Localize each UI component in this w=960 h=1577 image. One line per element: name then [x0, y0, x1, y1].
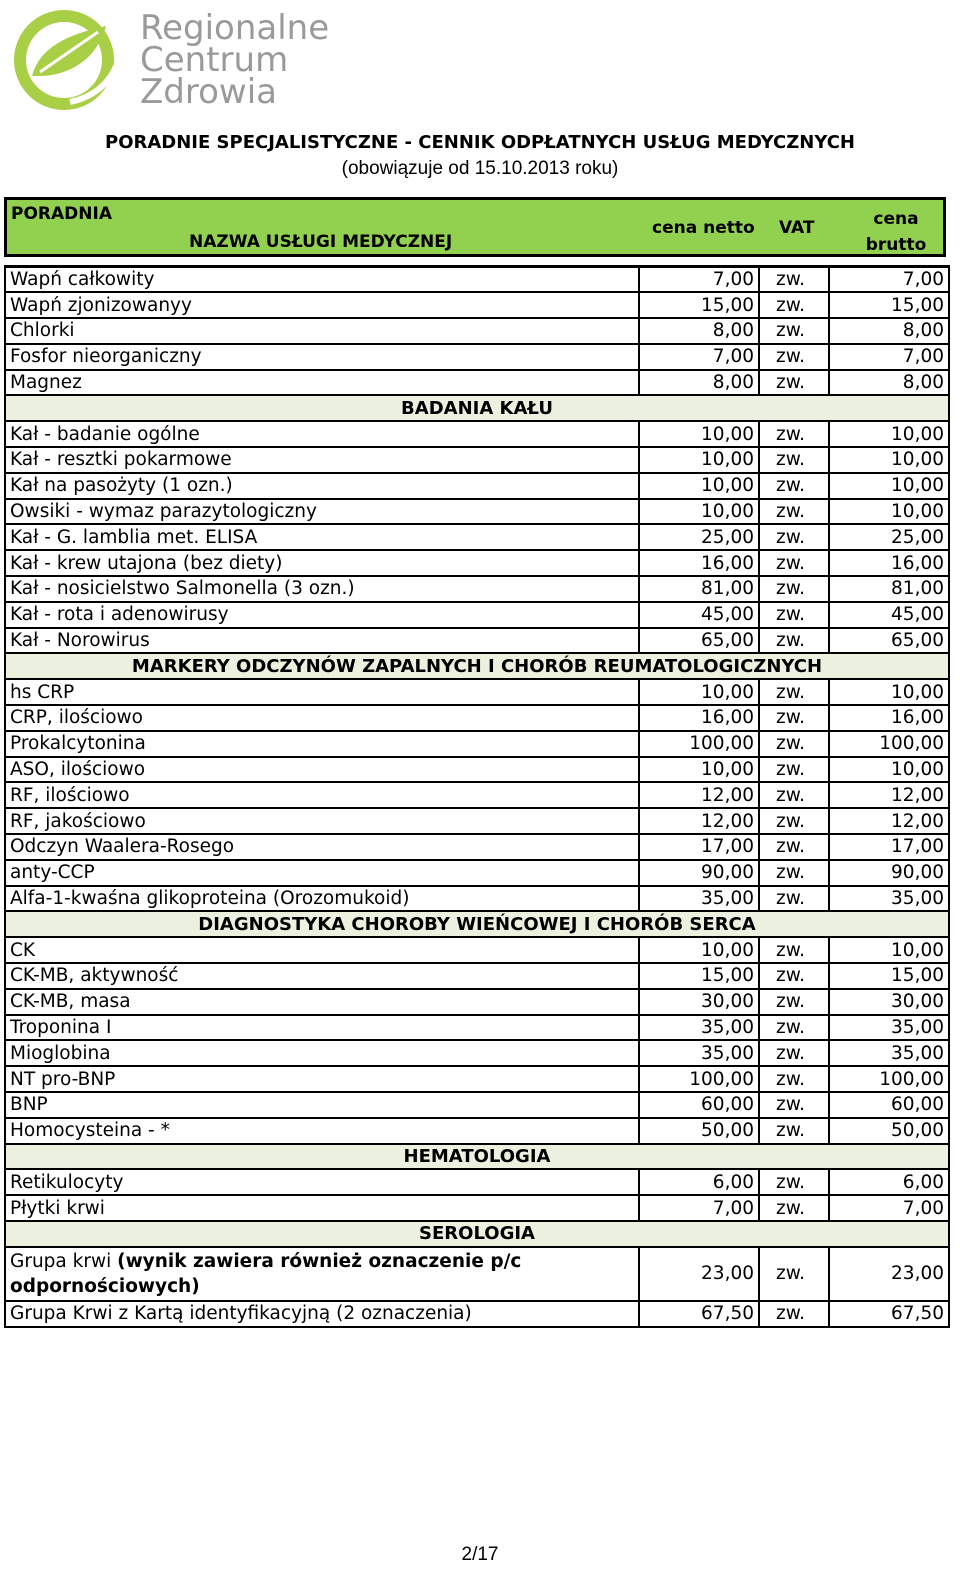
vat-cell: zw. — [759, 1301, 829, 1327]
service-name: anty-CCP — [10, 862, 95, 884]
service-name-cell — [5, 1118, 639, 1144]
gross-price-cell: 10,00 — [829, 473, 949, 499]
vat-cell: zw. — [759, 1195, 829, 1221]
service-name-cell — [5, 524, 639, 550]
service-name-cell — [5, 267, 639, 293]
service-name: Troponina I — [10, 1017, 112, 1038]
section-header-row — [5, 1221, 949, 1247]
gross-price-cell: 90,00 — [829, 860, 949, 886]
price-table — [4, 265, 950, 1328]
vat-cell: zw. — [759, 602, 829, 628]
table-row — [5, 370, 949, 396]
net-price-cell: 65,00 — [639, 628, 759, 654]
vat-cell: zw. — [759, 1247, 829, 1301]
net-price-cell: 100,00 — [639, 1066, 759, 1092]
service-name: CK-MB, masa — [10, 991, 131, 1013]
net-price-cell: 12,00 — [639, 782, 759, 808]
net-price-cell: 10,00 — [639, 421, 759, 447]
table-row — [5, 628, 949, 654]
table-row — [5, 1247, 949, 1301]
service-name: Homocysteina - * — [10, 1120, 170, 1142]
gross-price-cell: 7,00 — [829, 344, 949, 370]
service-note: (wynik zawiera również oznaczenie p/c odpornościowych) — [10, 1250, 522, 1297]
section-header-row — [5, 395, 949, 421]
table-row — [5, 834, 949, 860]
service-name: Kał - Norowirus — [10, 630, 150, 652]
table-row — [5, 267, 949, 293]
service-name-cell — [5, 731, 639, 757]
gross-price-cell: 10,00 — [829, 679, 949, 705]
vat-cell: zw. — [759, 757, 829, 783]
net-price-cell: 17,00 — [639, 834, 759, 860]
gross-price-cell: 35,00 — [829, 1015, 949, 1041]
gross-price-cell: 45,00 — [829, 602, 949, 628]
section-title: DIAGNOSTYKA CHOROBY WIEŃCOWEJ I CHORÓB SERCA — [5, 911, 949, 937]
service-name-cell — [5, 757, 639, 783]
gross-price-cell: 15,00 — [829, 292, 949, 318]
service-name: Magnez — [10, 372, 82, 394]
net-price-cell: 15,00 — [639, 292, 759, 318]
vat-cell: zw. — [759, 834, 829, 860]
service-name-cell — [5, 370, 639, 396]
vat-cell: zw. — [759, 705, 829, 731]
table-row — [5, 808, 949, 834]
net-price-cell: 10,00 — [639, 937, 759, 963]
table-row — [5, 292, 949, 318]
service-name-cell — [5, 1040, 639, 1066]
gross-price-cell: 81,00 — [829, 576, 949, 602]
service-name-cell — [5, 550, 639, 576]
header-service-name: NAZWA USŁUGI MEDYCZNEJ — [189, 232, 453, 252]
service-name: BNP — [10, 1094, 48, 1116]
table-row — [5, 757, 949, 783]
vat-cell: zw. — [759, 731, 829, 757]
gross-price-cell: 35,00 — [829, 1040, 949, 1066]
vat-cell: zw. — [759, 886, 829, 912]
net-price-cell: 35,00 — [639, 1015, 759, 1041]
section-title: BADANIA KAŁU — [5, 395, 949, 421]
vat-cell: zw. — [759, 267, 829, 293]
service-name-cell — [5, 1092, 639, 1118]
service-name-cell — [5, 989, 639, 1015]
logo-line-3: Zdrowia — [140, 72, 277, 112]
service-name: Chlorki — [10, 320, 75, 342]
page-number: 2/17 — [461, 1544, 499, 1565]
gross-price-cell: 8,00 — [829, 370, 949, 396]
vat-cell: zw. — [759, 524, 829, 550]
net-price-cell: 10,00 — [639, 679, 759, 705]
table-row — [5, 731, 949, 757]
table-row — [5, 1066, 949, 1092]
service-name: NT pro-BNP — [10, 1068, 116, 1090]
gross-price-cell: 7,00 — [829, 267, 949, 293]
service-name: Mioglobina — [10, 1042, 111, 1064]
gross-price-cell: 10,00 — [829, 421, 949, 447]
service-name: ASO, ilościowo — [10, 759, 146, 781]
gross-price-cell: 100,00 — [829, 1066, 949, 1092]
net-price-cell: 50,00 — [639, 1118, 759, 1144]
service-name: Kał - rota i adenowirusy — [10, 604, 229, 626]
vat-cell: zw. — [759, 860, 829, 886]
service-name-cell — [5, 886, 639, 912]
gross-price-cell: 12,00 — [829, 808, 949, 834]
table-row — [5, 602, 949, 628]
vat-cell: zw. — [759, 782, 829, 808]
section-title: HEMATOLOGIA — [5, 1144, 949, 1170]
table-row — [5, 318, 949, 344]
gross-price-cell: 50,00 — [829, 1118, 949, 1144]
net-price-cell: 35,00 — [639, 1040, 759, 1066]
gross-price-cell: 16,00 — [829, 550, 949, 576]
gross-price-cell: 100,00 — [829, 731, 949, 757]
table-row — [5, 473, 949, 499]
net-price-cell: 35,00 — [639, 886, 759, 912]
net-price-cell: 6,00 — [639, 1169, 759, 1195]
net-price-cell: 8,00 — [639, 370, 759, 396]
service-name-cell — [5, 705, 639, 731]
gross-price-cell: 35,00 — [829, 886, 949, 912]
service-name-cell — [5, 860, 639, 886]
table-row — [5, 963, 949, 989]
table-row — [5, 421, 949, 447]
service-name-cell — [5, 782, 639, 808]
service-name: Grupa Krwi z Kartą identyfikacyjną (2 oznaczenia) — [10, 1303, 472, 1325]
service-name: Płytki krwi — [10, 1197, 105, 1219]
vat-cell: zw. — [759, 1015, 829, 1041]
gross-price-cell: 10,00 — [829, 447, 949, 473]
net-price-cell: 7,00 — [639, 267, 759, 293]
net-price-cell: 7,00 — [639, 1195, 759, 1221]
service-name: Kał - resztki pokarmowe — [10, 449, 232, 471]
table-row — [5, 1092, 949, 1118]
service-name: CK — [10, 939, 36, 961]
document-title: PORADNIE SPECJALISTYCZNE - CENNIK ODPŁATNYCH USŁUG MEDYCZNYCH — [105, 132, 855, 153]
section-header-row — [5, 653, 949, 679]
table-row — [5, 937, 949, 963]
table-row — [5, 679, 949, 705]
vat-cell: zw. — [759, 679, 829, 705]
table-row — [5, 499, 949, 525]
service-name-cell — [5, 447, 639, 473]
document-subtitle: (obowiązuje od 15.10.2013 roku) — [341, 158, 619, 179]
table-row — [5, 860, 949, 886]
service-name: Retikulocyty — [10, 1171, 124, 1193]
service-name-cell — [5, 679, 639, 705]
vat-cell: zw. — [759, 1118, 829, 1144]
header-vat: VAT — [779, 218, 815, 238]
net-price-cell: 67,50 — [639, 1301, 759, 1327]
service-name-cell — [5, 499, 639, 525]
leaf-logo-icon — [10, 6, 122, 110]
vat-cell: zw. — [759, 963, 829, 989]
vat-cell: zw. — [759, 550, 829, 576]
service-name: Owsiki - wymaz parazytologiczny — [10, 501, 317, 523]
vat-cell: zw. — [759, 1092, 829, 1118]
gross-price-cell: 12,00 — [829, 782, 949, 808]
table-row — [5, 1118, 949, 1144]
net-price-cell: 30,00 — [639, 989, 759, 1015]
section-header-row — [5, 911, 949, 937]
header-poradnia: PORADNIA — [11, 204, 112, 224]
service-name-cell — [5, 1169, 639, 1195]
gross-price-cell: 16,00 — [829, 705, 949, 731]
service-name-cell — [5, 421, 639, 447]
table-row — [5, 344, 949, 370]
logo-line-2: Centrum — [140, 40, 289, 80]
service-name-cell — [5, 344, 639, 370]
service-name: Fosfor nieorganiczny — [10, 346, 202, 368]
service-name: Wapń zjonizowanyy — [10, 294, 192, 316]
service-name-cell — [5, 1247, 639, 1301]
table-header — [4, 197, 946, 257]
gross-price-cell: 6,00 — [829, 1169, 949, 1195]
service-name: hs CRP — [10, 681, 75, 703]
table-row — [5, 524, 949, 550]
vat-cell: zw. — [759, 576, 829, 602]
vat-cell: zw. — [759, 421, 829, 447]
net-price-cell: 60,00 — [639, 1092, 759, 1118]
net-price-cell: 7,00 — [639, 344, 759, 370]
table-row — [5, 1040, 949, 1066]
vat-cell: zw. — [759, 344, 829, 370]
service-name: Kał na pasożyty (1 ozn.) — [10, 475, 233, 497]
net-price-cell: 10,00 — [639, 473, 759, 499]
service-name-cell — [5, 473, 639, 499]
net-price-cell: 15,00 — [639, 963, 759, 989]
table-row — [5, 1169, 949, 1195]
gross-price-cell: 10,00 — [829, 757, 949, 783]
gross-price-cell: 15,00 — [829, 963, 949, 989]
service-name-cell — [5, 1301, 639, 1327]
section-header-row — [5, 1144, 949, 1170]
gross-price-cell: 30,00 — [829, 989, 949, 1015]
service-name: CK-MB, aktywność — [10, 965, 179, 987]
service-name: Wapń całkowity — [10, 269, 155, 291]
section-title: SEROLOGIA — [5, 1221, 949, 1247]
table-row — [5, 989, 949, 1015]
service-name-cell — [5, 1015, 639, 1041]
header-gross-price: cena brutto — [865, 209, 927, 255]
vat-cell: zw. — [759, 937, 829, 963]
vat-cell: zw. — [759, 1066, 829, 1092]
section-title: MARKERY ODCZYNÓW ZAPALNYCH I CHORÓB REUMATOLOGICZNYCH — [5, 653, 949, 679]
vat-cell: zw. — [759, 370, 829, 396]
table-row — [5, 782, 949, 808]
net-price-cell: 23,00 — [639, 1247, 759, 1301]
net-price-cell: 16,00 — [639, 550, 759, 576]
vat-cell: zw. — [759, 499, 829, 525]
vat-cell: zw. — [759, 292, 829, 318]
vat-cell: zw. — [759, 447, 829, 473]
table-row — [5, 1301, 949, 1327]
service-name-cell — [5, 628, 639, 654]
vat-cell: zw. — [759, 1040, 829, 1066]
service-name-cell — [5, 602, 639, 628]
service-name-cell — [5, 834, 639, 860]
gross-price-cell: 25,00 — [829, 524, 949, 550]
service-name-cell — [5, 808, 639, 834]
service-name: Odczyn Waalera-Rosego — [10, 836, 235, 858]
gross-price-cell: 10,00 — [829, 937, 949, 963]
service-name-cell — [5, 576, 639, 602]
table-row — [5, 550, 949, 576]
service-name-cell — [5, 1195, 639, 1221]
net-price-cell: 16,00 — [639, 705, 759, 731]
net-price-cell: 8,00 — [639, 318, 759, 344]
service-name: RF, jakościowo — [10, 810, 146, 832]
service-name: Kał - nosicielstwo Salmonella (3 ozn.) — [10, 578, 355, 600]
service-name-cell — [5, 1066, 639, 1092]
net-price-cell: 25,00 — [639, 524, 759, 550]
table-row — [5, 705, 949, 731]
net-price-cell: 81,00 — [639, 576, 759, 602]
table-row — [5, 576, 949, 602]
service-name: Kał - G. lamblia met. ELISA — [10, 526, 258, 548]
gross-price-cell: 67,50 — [829, 1301, 949, 1327]
service-name: CRP, ilościowo — [10, 707, 144, 729]
gross-price-cell: 10,00 — [829, 499, 949, 525]
table-row — [5, 1015, 949, 1041]
service-name: Prokalcytonina — [10, 733, 146, 755]
service-name: Kał - badanie ogólne — [10, 423, 200, 445]
header-net-price: cena netto — [652, 218, 755, 238]
service-name: Grupa krwi — [10, 1250, 112, 1272]
net-price-cell: 10,00 — [639, 499, 759, 525]
logo — [10, 6, 340, 116]
service-name-cell — [5, 318, 639, 344]
gross-price-cell: 7,00 — [829, 1195, 949, 1221]
price-table-body — [5, 267, 949, 1327]
vat-cell: zw. — [759, 1169, 829, 1195]
gross-price-cell: 17,00 — [829, 834, 949, 860]
net-price-cell: 10,00 — [639, 447, 759, 473]
net-price-cell: 10,00 — [639, 757, 759, 783]
service-name: Alfa-1-kwaśna glikoproteina (Orozomukoid) — [10, 888, 410, 910]
table-row — [5, 886, 949, 912]
net-price-cell: 90,00 — [639, 860, 759, 886]
net-price-cell: 12,00 — [639, 808, 759, 834]
vat-cell: zw. — [759, 628, 829, 654]
net-price-cell: 45,00 — [639, 602, 759, 628]
vat-cell: zw. — [759, 318, 829, 344]
service-name: RF, ilościowo — [10, 784, 130, 806]
service-name-cell — [5, 937, 639, 963]
table-row — [5, 1195, 949, 1221]
logo-wordmark — [140, 8, 330, 112]
vat-cell: zw. — [759, 473, 829, 499]
gross-price-cell: 23,00 — [829, 1247, 949, 1301]
service-name-cell — [5, 963, 639, 989]
service-name-cell — [5, 292, 639, 318]
table-row — [5, 447, 949, 473]
vat-cell: zw. — [759, 989, 829, 1015]
logo-line-1: Regionalne — [140, 8, 330, 48]
service-name: Kał - krew utajona (bez diety) — [10, 552, 283, 574]
gross-price-cell: 60,00 — [829, 1092, 949, 1118]
vat-cell: zw. — [759, 808, 829, 834]
gross-price-cell: 65,00 — [829, 628, 949, 654]
net-price-cell: 100,00 — [639, 731, 759, 757]
gross-price-cell: 8,00 — [829, 318, 949, 344]
